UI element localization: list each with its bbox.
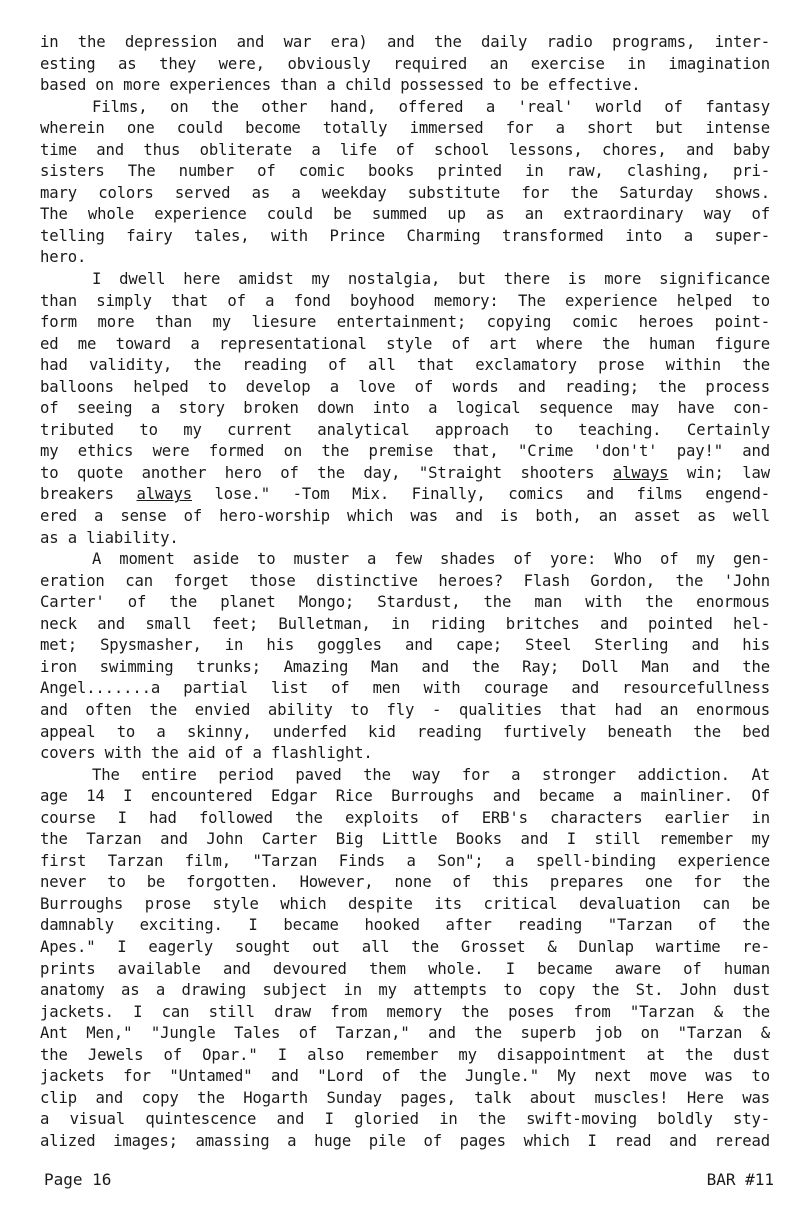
text-line: Angel.......a partial list of men with courage and resourcefullness: [40, 679, 770, 698]
text-line: form more than my liesure entertainment; copying comic heroes point-: [40, 313, 770, 332]
text-line: The entire period paved the way for a stronger addiction. At: [92, 765, 770, 784]
text-line: never to be forgotten. However, none of this prepares one for the: [40, 873, 770, 892]
text-line: course I had followed the exploits of ERB's characters earlier in: [40, 808, 770, 827]
text-line: mary colors served as a weekday substitute for the Saturday shows.: [40, 183, 770, 202]
text-line: ed me toward a representational style of art where the human figure: [40, 334, 770, 353]
text-line: Ant Men," "Jungle Tales of Tarzan," and the superb job on "Tarzan &: [40, 1024, 770, 1043]
text-line: as a liability.: [40, 528, 179, 547]
text-line: breakers always lose." -Tom Mix. Finally, comics and films engend-: [40, 485, 770, 504]
text-line: Films, on the other hand, offered a 'real' world of fantasy: [92, 97, 770, 116]
text-line: Carter' of the planet Mongo; Stardust, the man with the enormous: [40, 593, 770, 612]
text-line: A moment aside to muster a few shades of yore: Who of my gen-: [92, 550, 770, 569]
page-number: Page 16: [44, 1170, 112, 1189]
text-line: age 14 I encountered Edgar Rice Burroughs and became a mainliner. Of: [40, 787, 770, 806]
text-line: appeal to a skinny, underfed kid reading furtively beneath the bed: [40, 722, 770, 741]
text-line: telling fairy tales, with Prince Charming transformed into a super-: [40, 226, 770, 245]
text-line: wherein one could become totally immersed for a short but intense: [40, 119, 770, 138]
text-line: eration can forget those distinctive heroes? Flash Gordon, the 'John: [40, 571, 770, 590]
text-line: anatomy as a drawing subject in my attempts to copy the St. John dust: [40, 981, 770, 1000]
text-line: clip and copy the Hogarth Sunday pages, talk about muscles! Here was: [40, 1088, 770, 1107]
text-line: time and thus obliterate a life of school lessons, chores, and baby: [40, 140, 770, 159]
text-line: alized images; amassing a huge pile of pages which I read and reread: [40, 1131, 770, 1150]
text-line: hero.: [40, 248, 87, 267]
text-line: covers with the aid of a flashlight.: [40, 744, 373, 763]
issue-number: BAR #11: [706, 1170, 774, 1189]
text-line: jackets for "Untamed" and "Lord of the Jungle." My next move was to: [40, 1067, 770, 1086]
text-line: neck and small feet; Bulletman, in riding britches and pointed hel-: [40, 614, 770, 633]
text-line: Apes." I eagerly sought out all the Grosset & Dunlap wartime re-: [40, 937, 770, 956]
text-line: a visual quintescence and I gloried in the swift-moving boldly sty-: [40, 1110, 770, 1129]
text-line: met; Spysmasher, in his goggles and cape; Steel Sterling and his: [40, 636, 770, 655]
text-line: The whole experience could be summed up as an extraordinary way of: [40, 205, 770, 224]
text-line: the Jewels of Opar." I also remember my disappointment at the dust: [40, 1045, 770, 1064]
text-line: ered a sense of hero-worship which was and is both, an asset as well: [40, 507, 770, 526]
text-line: of seeing a story broken down into a logical sequence may have con-: [40, 399, 770, 418]
text-line: iron swimming trunks; Amazing Man and the Ray; Doll Man and the: [40, 657, 770, 676]
text-line: jackets. I can still draw from memory the poses from "Tarzan & the: [40, 1002, 770, 1021]
text-line: prints available and devoured them whole. I became aware of human: [40, 959, 770, 978]
text-line: esting as they were, obviously required an exercise in imagination: [40, 54, 770, 73]
text-line: damnably exciting. I became hooked after reading "Tarzan of the: [40, 916, 770, 935]
text-line: Burroughs prose style which despite its critical devaluation can be: [40, 894, 770, 913]
text-line: sisters The number of comic books printed in raw, clashing, pri-: [40, 162, 770, 181]
text-line: first Tarzan film, "Tarzan Finds a Son"; a spell-binding experience: [40, 851, 770, 870]
text-line: I dwell here amidst my nostalgia, but there is more significance: [92, 270, 770, 289]
text-line: and often the envied ability to fly - qualities that had an enormous: [40, 700, 770, 719]
text-line: my ethics were formed on the premise that, "Crime 'don't' pay!" and: [40, 442, 770, 461]
text-line: tributed to my current analytical approach to teaching. Certainly: [40, 420, 770, 439]
text-line: had validity, the reading of all that exclamatory prose within the: [40, 356, 770, 375]
text-line: the Tarzan and John Carter Big Little Books and I still remember my: [40, 830, 770, 849]
text-line: to quote another hero of the day, "Straight shooters always win; law: [40, 463, 770, 482]
text-line: in the depression and war era) and the daily radio programs, inter-: [40, 33, 770, 51]
text-line: than simply that of a fond boyhood memory: The experience helped to: [40, 291, 770, 310]
text-line: balloons helped to develop a love of words and reading; the process: [40, 377, 770, 396]
page-footer: [44, 1170, 774, 1189]
text-line: based on more experiences than a child possessed to be effective.: [40, 76, 641, 95]
article-body: [40, 32, 770, 1152]
